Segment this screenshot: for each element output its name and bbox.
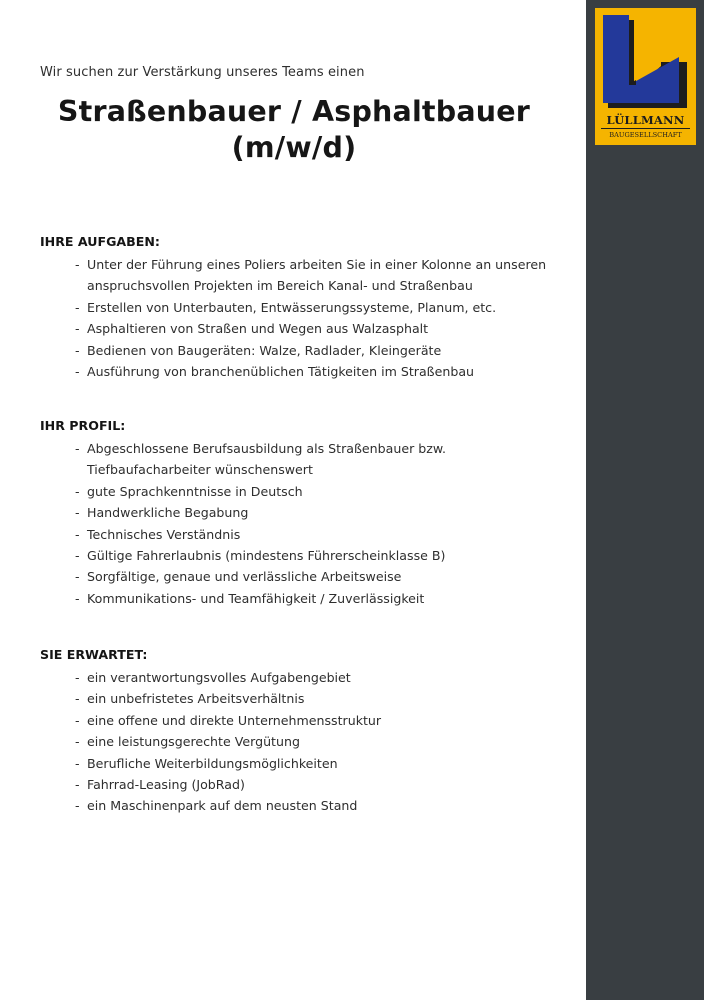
logo-subtitle: BAUGESELLSCHAFT: [609, 131, 682, 139]
bullet-dash: -: [75, 569, 80, 585]
logo-mark-l: [603, 15, 679, 103]
section-heading: SIE ERWARTET:: [40, 647, 148, 662]
bullet-dash: -: [75, 691, 80, 707]
list-item: - Kommunikations- und Teamfähigkeit / Zuverlässigkeit: [40, 588, 580, 609]
list-item: - eine leistungsgerechte Vergütung: [40, 731, 580, 752]
logo-name: LÜLLMANN: [606, 113, 685, 127]
bullet-dash: -: [75, 441, 80, 456]
bullet-dash: -: [75, 364, 80, 380]
list-item: - ein unbefristetes Arbeitsverhältnis: [40, 688, 580, 709]
section-erwartet: [40, 646, 580, 817]
list-item: - gute Sprachkenntnisse in Deutsch: [40, 481, 580, 502]
section-heading: IHRE AUFGABEN:: [40, 234, 160, 249]
bullet-dash: -: [75, 483, 80, 499]
company-logo: [595, 8, 696, 145]
bullet-dash: -: [75, 755, 80, 771]
bullet-dash: -: [75, 548, 80, 564]
section-aufgaben: [40, 233, 580, 382]
list-item: - Handwerkliche Begabung: [40, 502, 580, 523]
bullet-dash: -: [75, 777, 80, 793]
bullet-dash: -: [75, 342, 80, 358]
list-item: - Sorgfältige, genaue und verlässliche Arbeitsweise: [40, 566, 580, 587]
bullet-dash: -: [75, 505, 80, 521]
list-item: - Berufliche Weiterbildungsmöglichkeiten: [40, 753, 580, 774]
job-title-line-2: (m/w/d): [231, 131, 357, 164]
profile-list: [40, 438, 580, 609]
bullet-dash: -: [75, 590, 80, 606]
logo-divider: [601, 128, 690, 129]
list-item: - Unter der Führung eines Poliers arbeiten Sie in einer Kolonne an unseren anspruchsvollen Projekten im Bereich Kanal- und Straßenbau: [40, 254, 557, 297]
intro-text: Wir suchen zur Verstärkung unseres Teams einen: [40, 65, 365, 80]
section-heading: IHR PROFIL:: [40, 418, 126, 433]
list-item: - Abgeschlossene Berufsausbildung als Straßenbauer bzw. Tiefbaufacharbeiter wünschenswert: [40, 438, 487, 481]
list-item: - Erstellen von Unterbauten, Entwässerungssysteme, Planum, etc.: [40, 297, 580, 318]
list-item: - Ausführung von branchenüblichen Tätigkeiten im Straßenbau: [40, 361, 580, 382]
bullet-dash: -: [75, 798, 80, 814]
benefits-list: [40, 667, 580, 817]
bullet-dash: -: [75, 712, 80, 728]
section-profil: [40, 417, 580, 609]
job-title-line-1: Straßenbauer / Asphaltbauer: [57, 95, 531, 128]
bullet-dash: -: [75, 734, 80, 750]
list-item: - ein Maschinenpark auf dem neusten Stand: [40, 795, 580, 816]
bullet-dash: -: [75, 257, 80, 272]
sidebar: [586, 0, 704, 1000]
list-item: - eine offene und direkte Unternehmensstruktur: [40, 710, 580, 731]
list-item: - Fahrrad-Leasing (JobRad): [40, 774, 580, 795]
bullet-dash: -: [75, 526, 80, 542]
list-item: - Asphaltieren von Straßen und Wegen aus Walzasphalt: [40, 318, 580, 339]
list-item: - Bedienen von Baugeräten: Walze, Radlader, Kleingeräte: [40, 340, 580, 361]
bullet-dash: -: [75, 299, 80, 315]
task-list: [40, 254, 580, 382]
bullet-dash: -: [75, 670, 80, 685]
bullet-dash: -: [75, 321, 80, 337]
job-title: [40, 94, 548, 166]
list-item: - Technisches Verständnis: [40, 524, 580, 545]
list-item: - Gültige Fahrerlaubnis (mindestens Führerscheinklasse B): [40, 545, 580, 566]
logo-l-mark-icon: [595, 8, 696, 113]
list-item: - ein verantwortungsvolles Aufgabengebiet: [40, 667, 580, 688]
